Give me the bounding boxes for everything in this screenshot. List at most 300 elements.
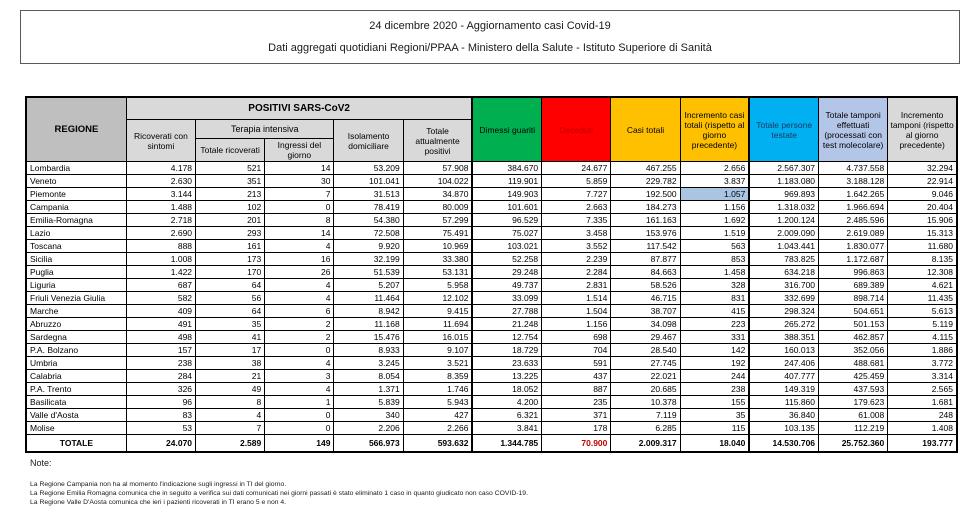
value-cell: 213 — [196, 188, 265, 201]
table-row — [26, 396, 957, 409]
header-deceduti: Deceduti — [542, 97, 611, 162]
value-cell: 2.663 — [542, 201, 611, 214]
table-row — [26, 175, 957, 188]
value-cell: 0 — [265, 344, 334, 357]
value-cell: 23.633 — [472, 357, 541, 370]
value-cell: 5.839 — [334, 396, 403, 409]
value-cell: 1.371 — [334, 383, 403, 396]
value-cell: 78.419 — [334, 201, 403, 214]
value-cell: 29.467 — [611, 331, 680, 344]
value-cell: 56 — [196, 292, 265, 305]
value-cell: 0 — [265, 409, 334, 422]
value-cell: 407.777 — [749, 370, 818, 383]
region-cell: Molise — [26, 422, 126, 435]
region-cell: Campania — [26, 201, 126, 214]
value-cell: 425.459 — [819, 370, 888, 383]
value-cell: 112.219 — [819, 422, 888, 435]
note-line: La Regione Campania non ha al momento l'indicazione sugli ingressi in TI del giorno. — [30, 481, 287, 488]
value-cell: 32.199 — [334, 253, 403, 266]
totale-row — [26, 435, 957, 453]
value-cell: 3.144 — [126, 188, 195, 201]
value-cell: 58.526 — [611, 279, 680, 292]
value-cell: 11.680 — [888, 240, 957, 253]
region-cell: Veneto — [26, 175, 126, 188]
value-cell: 409 — [126, 305, 195, 318]
value-cell: 5.943 — [403, 396, 472, 409]
value-cell: 153.976 — [611, 227, 680, 240]
value-cell: 53 — [126, 422, 195, 435]
region-cell: Umbria — [26, 357, 126, 370]
value-cell: 689.389 — [819, 279, 888, 292]
value-cell: 83 — [126, 409, 195, 422]
value-cell: 238 — [680, 383, 749, 396]
table-row — [26, 227, 957, 240]
value-cell: 15.313 — [888, 227, 957, 240]
value-cell: 2.831 — [542, 279, 611, 292]
value-cell: 7.335 — [542, 214, 611, 227]
value-cell: 371 — [542, 409, 611, 422]
value-cell: 4 — [265, 240, 334, 253]
table-row — [26, 253, 957, 266]
value-cell: 1.458 — [680, 266, 749, 279]
value-cell: 2 — [265, 318, 334, 331]
totale-value-cell: 1.344.785 — [472, 435, 541, 453]
value-cell: 9.415 — [403, 305, 472, 318]
value-cell: 96 — [126, 396, 195, 409]
value-cell: 3.552 — [542, 240, 611, 253]
value-cell: 1.830.077 — [819, 240, 888, 253]
value-cell: 332.699 — [749, 292, 818, 305]
value-cell: 238 — [126, 357, 195, 370]
value-cell: 247.406 — [749, 357, 818, 370]
value-cell: 20.685 — [611, 383, 680, 396]
header-ingressi-giorno: Ingressi del giorno — [265, 139, 334, 162]
value-cell: 13.225 — [472, 370, 541, 383]
value-cell: 35 — [680, 409, 749, 422]
value-cell: 4.737.558 — [819, 162, 888, 175]
value-cell: 415 — [680, 305, 749, 318]
value-cell: 6.285 — [611, 422, 680, 435]
value-cell: 14 — [265, 227, 334, 240]
value-cell: 26 — [265, 266, 334, 279]
value-cell: 4 — [265, 292, 334, 305]
value-cell: 687 — [126, 279, 195, 292]
table-header — [26, 97, 957, 162]
value-cell: 488.681 — [819, 357, 888, 370]
table-row — [26, 331, 957, 344]
value-cell: 223 — [680, 318, 749, 331]
value-cell: 52.258 — [472, 253, 541, 266]
value-cell: 119.901 — [472, 175, 541, 188]
value-cell: 2.485.596 — [819, 214, 888, 227]
value-cell: 115.860 — [749, 396, 818, 409]
value-cell: 104.022 — [403, 175, 472, 188]
value-cell: 4 — [196, 409, 265, 422]
value-cell: 2.239 — [542, 253, 611, 266]
table-row — [26, 279, 957, 292]
value-cell: 75.491 — [403, 227, 472, 240]
value-cell: 1.156 — [680, 201, 749, 214]
value-cell: 1.504 — [542, 305, 611, 318]
header-terapia-intensiva: Terapia intensiva — [196, 120, 334, 139]
value-cell: 853 — [680, 253, 749, 266]
region-cell: P.A. Trento — [26, 383, 126, 396]
value-cell: 49 — [196, 383, 265, 396]
value-cell: 6.321 — [472, 409, 541, 422]
region-cell: Emilia-Romagna — [26, 214, 126, 227]
note-line: La Regione Valle D'Aosta comunica che ieri i pazienti ricoverati in TI erano 5 e non 4. — [30, 499, 287, 506]
table-row — [26, 422, 957, 435]
region-cell: Sicilia — [26, 253, 126, 266]
value-cell: 12.754 — [472, 331, 541, 344]
totale-value-cell: 24.070 — [126, 435, 195, 453]
value-cell: 5.207 — [334, 279, 403, 292]
value-cell: 51.539 — [334, 266, 403, 279]
value-cell: 351 — [196, 175, 265, 188]
region-cell: Lombardia — [26, 162, 126, 175]
value-cell: 49.737 — [472, 279, 541, 292]
value-cell: 157 — [126, 344, 195, 357]
value-cell: 248 — [888, 409, 957, 422]
table-row — [26, 318, 957, 331]
value-cell: 35 — [196, 318, 265, 331]
value-cell: 5.613 — [888, 305, 957, 318]
header-positivi-group: POSITIVI SARS-CoV2 — [126, 97, 472, 120]
value-cell: 5.119 — [888, 318, 957, 331]
value-cell: 5.958 — [403, 279, 472, 292]
value-cell: 388.351 — [749, 331, 818, 344]
value-cell: 46.715 — [611, 292, 680, 305]
value-cell: 8.359 — [403, 370, 472, 383]
value-cell: 293 — [196, 227, 265, 240]
value-cell: 2.567.307 — [749, 162, 818, 175]
value-cell: 15.906 — [888, 214, 957, 227]
region-cell: Toscana — [26, 240, 126, 253]
value-cell: 969.893 — [749, 188, 818, 201]
value-cell: 1.156 — [542, 318, 611, 331]
value-cell: 1.408 — [888, 422, 957, 435]
value-cell: 2.565 — [888, 383, 957, 396]
value-cell: 11.168 — [334, 318, 403, 331]
value-cell: 2.619.089 — [819, 227, 888, 240]
value-cell: 384.670 — [472, 162, 541, 175]
value-cell: 996.863 — [819, 266, 888, 279]
value-cell: 229.782 — [611, 175, 680, 188]
value-cell: 16.015 — [403, 331, 472, 344]
value-cell: 0 — [265, 422, 334, 435]
value-cell: 501.153 — [819, 318, 888, 331]
region-cell: Abruzzo — [26, 318, 126, 331]
header-persone-testate: Totale persone testate — [749, 97, 818, 162]
totale-value-cell: 566.973 — [334, 435, 403, 453]
title-box — [20, 10, 960, 64]
header-regione: REGIONE — [26, 97, 126, 162]
value-cell: 11.694 — [403, 318, 472, 331]
value-cell: 64 — [196, 305, 265, 318]
header-isolamento: Isolamento domiciliare — [334, 120, 403, 162]
value-cell: 18.729 — [472, 344, 541, 357]
value-cell: 33.380 — [403, 253, 472, 266]
value-cell: 6 — [265, 305, 334, 318]
value-cell: 4.621 — [888, 279, 957, 292]
value-cell: 316.700 — [749, 279, 818, 292]
value-cell: 2.009.090 — [749, 227, 818, 240]
value-cell: 783.825 — [749, 253, 818, 266]
table-row — [26, 344, 957, 357]
value-cell: 12.102 — [403, 292, 472, 305]
region-cell: Friuli Venezia Giulia — [26, 292, 126, 305]
totale-label-cell: TOTALE — [26, 435, 126, 453]
region-cell: Basilicata — [26, 396, 126, 409]
covid-data-table — [25, 96, 958, 453]
value-cell: 8.933 — [334, 344, 403, 357]
table-row — [26, 409, 957, 422]
value-cell: 8 — [196, 396, 265, 409]
value-cell: 4.178 — [126, 162, 195, 175]
note-line: La Regione Emilia Romagna comunica che in seguito a verifica sui dati comunicati nei giorni passati è stato eliminato 1 caso in quanto giudicato non caso COVID-19. — [30, 490, 528, 497]
value-cell: 591 — [542, 357, 611, 370]
value-cell: 634.218 — [749, 266, 818, 279]
table-row — [26, 357, 957, 370]
value-cell: 34.870 — [403, 188, 472, 201]
value-cell: 161 — [196, 240, 265, 253]
value-cell: 57.299 — [403, 214, 472, 227]
table-row — [26, 214, 957, 227]
value-cell: 24.677 — [542, 162, 611, 175]
value-cell: 1.008 — [126, 253, 195, 266]
totale-value-cell: 193.777 — [888, 435, 957, 453]
value-cell: 192.500 — [611, 188, 680, 201]
value-cell: 201 — [196, 214, 265, 227]
value-cell: 9.046 — [888, 188, 957, 201]
value-cell: 3.837 — [680, 175, 749, 188]
value-cell: 491 — [126, 318, 195, 331]
value-cell: 7 — [265, 188, 334, 201]
value-cell: 8 — [265, 214, 334, 227]
value-cell: 340 — [334, 409, 403, 422]
value-cell: 2 — [265, 331, 334, 344]
value-cell: 3.841 — [472, 422, 541, 435]
table-body — [26, 162, 957, 453]
value-cell: 1.043.441 — [749, 240, 818, 253]
value-cell: 57.908 — [403, 162, 472, 175]
value-cell: 27.745 — [611, 357, 680, 370]
header-totale-ricoverati: Totale ricoverati — [196, 139, 265, 162]
value-cell: 887 — [542, 383, 611, 396]
notes-section — [30, 458, 950, 507]
value-cell: 101.601 — [472, 201, 541, 214]
header-tamponi: Totale tamponi effettuati (processati con test molecolare) — [819, 97, 888, 162]
value-cell: 7.727 — [542, 188, 611, 201]
value-cell: 142 — [680, 344, 749, 357]
value-cell: 235 — [542, 396, 611, 409]
value-cell: 192 — [680, 357, 749, 370]
value-cell: 2.690 — [126, 227, 195, 240]
value-cell: 149.319 — [749, 383, 818, 396]
header-attualmente-positivi: Totale attualmente positivi — [403, 120, 472, 162]
value-cell: 103.021 — [472, 240, 541, 253]
totale-value-cell: 2.009.317 — [611, 435, 680, 453]
value-cell: 888 — [126, 240, 195, 253]
value-cell: 1.183.080 — [749, 175, 818, 188]
value-cell: 155 — [680, 396, 749, 409]
value-cell: 102 — [196, 201, 265, 214]
value-cell: 28.540 — [611, 344, 680, 357]
value-cell: 7.119 — [611, 409, 680, 422]
region-cell: Valle d'Aosta — [26, 409, 126, 422]
header-dimessi-guariti: Dimessi guariti — [472, 97, 541, 162]
value-cell: 4 — [265, 357, 334, 370]
table-row — [26, 162, 957, 175]
value-cell: 265.272 — [749, 318, 818, 331]
value-cell: 1.519 — [680, 227, 749, 240]
value-cell: 21 — [196, 370, 265, 383]
value-cell: 72.508 — [334, 227, 403, 240]
value-cell: 22.021 — [611, 370, 680, 383]
value-cell: 87.877 — [611, 253, 680, 266]
value-cell: 1.488 — [126, 201, 195, 214]
value-cell: 17 — [196, 344, 265, 357]
value-cell: 22.914 — [888, 175, 957, 188]
value-cell: 1.514 — [542, 292, 611, 305]
value-cell: 504.651 — [819, 305, 888, 318]
region-cell: Liguria — [26, 279, 126, 292]
value-cell: 1.746 — [403, 383, 472, 396]
value-cell: 8.054 — [334, 370, 403, 383]
header-incremento-casi: Incremento casi totali (rispetto al giorno precedente) — [680, 97, 749, 162]
region-cell: P.A. Bolzano — [26, 344, 126, 357]
region-cell: Lazio — [26, 227, 126, 240]
value-cell: 2.656 — [680, 162, 749, 175]
value-cell: 427 — [403, 409, 472, 422]
region-cell: Piemonte — [26, 188, 126, 201]
value-cell: 1.422 — [126, 266, 195, 279]
value-cell: 1.966.694 — [819, 201, 888, 214]
notes-heading: Note: — [30, 458, 52, 468]
table-row — [26, 292, 957, 305]
value-cell: 4.200 — [472, 396, 541, 409]
totale-value-cell: 2.589 — [196, 435, 265, 453]
region-cell: Calabria — [26, 370, 126, 383]
table-row — [26, 370, 957, 383]
value-cell: 1.318.032 — [749, 201, 818, 214]
value-cell: 2.206 — [334, 422, 403, 435]
value-cell: 161.163 — [611, 214, 680, 227]
value-cell: 18.052 — [472, 383, 541, 396]
value-cell: 75.027 — [472, 227, 541, 240]
region-cell: Puglia — [26, 266, 126, 279]
value-cell: 10.378 — [611, 396, 680, 409]
value-cell: 38 — [196, 357, 265, 370]
region-cell: Sardegna — [26, 331, 126, 344]
table-row — [26, 240, 957, 253]
value-cell: 831 — [680, 292, 749, 305]
value-cell: 467.255 — [611, 162, 680, 175]
value-cell: 2.266 — [403, 422, 472, 435]
value-cell: 3.245 — [334, 357, 403, 370]
value-cell: 3.772 — [888, 357, 957, 370]
value-cell: 32.294 — [888, 162, 957, 175]
totale-value-cell: 18.040 — [680, 435, 749, 453]
value-cell: 29.248 — [472, 266, 541, 279]
table-row — [26, 383, 957, 396]
value-cell: 1.200.124 — [749, 214, 818, 227]
value-cell: 462.857 — [819, 331, 888, 344]
page-subtitle: Dati aggregati quotidiani Regioni/PPAA - Ministero della Salute - Istituto Superiore di Sanità — [268, 41, 712, 54]
value-cell: 1.692 — [680, 214, 749, 227]
value-cell: 9.107 — [403, 344, 472, 357]
value-cell: 96.529 — [472, 214, 541, 227]
value-cell: 11.464 — [334, 292, 403, 305]
value-cell: 30 — [265, 175, 334, 188]
value-cell: 61.008 — [819, 409, 888, 422]
value-cell: 1.057 — [680, 188, 749, 201]
value-cell: 10.969 — [403, 240, 472, 253]
table-row — [26, 188, 957, 201]
value-cell: 173 — [196, 253, 265, 266]
value-cell: 184.273 — [611, 201, 680, 214]
value-cell: 4 — [265, 279, 334, 292]
value-cell: 149.903 — [472, 188, 541, 201]
value-cell: 179.623 — [819, 396, 888, 409]
table-row — [26, 266, 957, 279]
value-cell: 2.718 — [126, 214, 195, 227]
totale-value-cell: 25.752.360 — [819, 435, 888, 453]
value-cell: 521 — [196, 162, 265, 175]
value-cell: 117.542 — [611, 240, 680, 253]
value-cell: 437.593 — [819, 383, 888, 396]
value-cell: 170 — [196, 266, 265, 279]
value-cell: 38.707 — [611, 305, 680, 318]
value-cell: 20.404 — [888, 201, 957, 214]
value-cell: 437 — [542, 370, 611, 383]
value-cell: 31.513 — [334, 188, 403, 201]
value-cell: 1.681 — [888, 396, 957, 409]
value-cell: 101.041 — [334, 175, 403, 188]
page-title: 24 dicembre 2020 - Aggiornamento casi Covid-19 — [369, 20, 611, 33]
value-cell: 2.630 — [126, 175, 195, 188]
value-cell: 3 — [265, 370, 334, 383]
value-cell: 64 — [196, 279, 265, 292]
value-cell: 4.115 — [888, 331, 957, 344]
value-cell: 54.380 — [334, 214, 403, 227]
value-cell: 298.324 — [749, 305, 818, 318]
value-cell: 11.435 — [888, 292, 957, 305]
value-cell: 16 — [265, 253, 334, 266]
value-cell: 36.840 — [749, 409, 818, 422]
value-cell: 34.098 — [611, 318, 680, 331]
value-cell: 27.788 — [472, 305, 541, 318]
value-cell: 80.009 — [403, 201, 472, 214]
value-cell: 331 — [680, 331, 749, 344]
value-cell: 9.920 — [334, 240, 403, 253]
value-cell: 3.314 — [888, 370, 957, 383]
value-cell: 8.135 — [888, 253, 957, 266]
value-cell: 8.942 — [334, 305, 403, 318]
value-cell: 12.308 — [888, 266, 957, 279]
value-cell: 178 — [542, 422, 611, 435]
value-cell: 1 — [265, 396, 334, 409]
header-ricoverati-sintomi: Ricoverati con sintomi — [126, 120, 195, 162]
value-cell: 326 — [126, 383, 195, 396]
value-cell: 41 — [196, 331, 265, 344]
value-cell: 352.056 — [819, 344, 888, 357]
table-row — [26, 201, 957, 214]
value-cell: 1.886 — [888, 344, 957, 357]
value-cell: 160.013 — [749, 344, 818, 357]
totale-value-cell: 593.632 — [403, 435, 472, 453]
header-incremento-tamponi: Incremento tamponi (rispetto al giorno precedente) — [888, 97, 957, 162]
